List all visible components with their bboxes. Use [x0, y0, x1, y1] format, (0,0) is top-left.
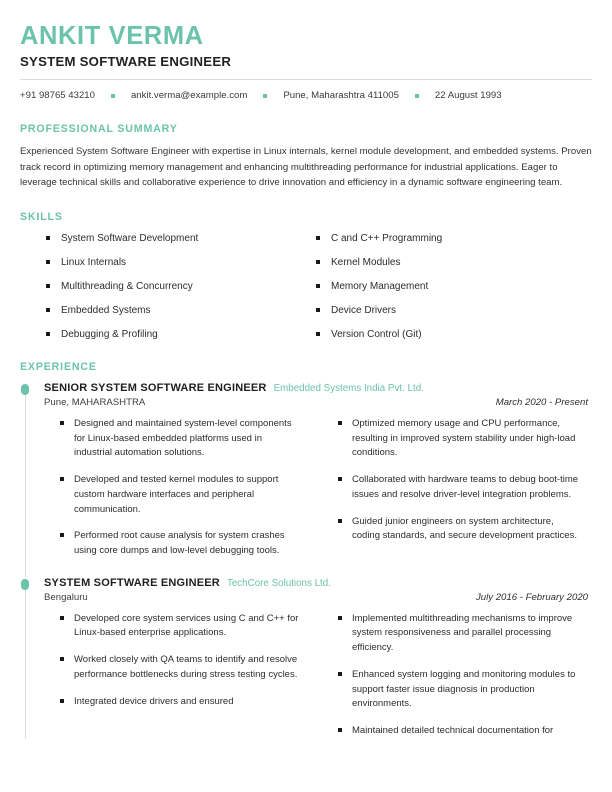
experience-bullets	[44, 612, 592, 739]
square-bullet-icon	[316, 284, 320, 288]
skill-item	[46, 304, 306, 317]
square-bullet-icon	[60, 699, 64, 703]
experience-meta	[44, 397, 592, 408]
experience-bullet	[338, 417, 584, 461]
square-bullet-icon	[60, 477, 64, 481]
section-title-summary: PROFESSIONAL SUMMARY	[20, 123, 178, 136]
timeline-marker-icon	[21, 579, 29, 590]
candidate-name: ANKIT VERMA	[20, 22, 204, 50]
skill-item	[316, 328, 592, 341]
experience-role: SENIOR SYSTEM SOFTWARE ENGINEER	[44, 381, 267, 394]
contact-item: Pune, Maharashtra 411005	[283, 90, 399, 102]
contact-item: 22 August 1993	[434, 90, 502, 102]
contact-separator-dot	[415, 94, 419, 98]
experience-company: TechCore Solutions Ltd.	[226, 577, 331, 589]
square-bullet-icon	[338, 672, 342, 676]
experience-bullet-text: Integrated device drivers and ensured	[74, 695, 234, 707]
square-bullet-icon	[60, 533, 64, 537]
experience-bullet-text: Developed and tested kernel modules to support custom hardware interfaces and peripheral communication.	[74, 474, 279, 515]
skill-label: C and C++ Programming	[331, 232, 443, 244]
square-bullet-icon	[46, 260, 50, 264]
bullets-column	[60, 612, 326, 739]
square-bullet-icon	[46, 284, 50, 288]
experience-bullet	[60, 417, 302, 461]
skill-item	[316, 304, 592, 317]
experience-bullet-text: Worked closely with QA teams to identify and resolve performance bottlenecks during stress testing cycles.	[74, 654, 298, 680]
square-bullet-icon	[338, 421, 342, 425]
skill-item	[316, 280, 592, 293]
experience-bullet-text: Optimized memory usage and CPU performance, resulting in improved system stability under high-load conditions.	[352, 417, 576, 459]
experience-role: SYSTEM SOFTWARE ENGINEER	[44, 576, 220, 589]
experience-meta	[44, 592, 592, 603]
contact-separator-dot	[263, 94, 267, 98]
experience-heading	[44, 577, 592, 589]
resume-header	[18, 22, 594, 103]
experience-bullet	[338, 612, 584, 656]
experience-bullet	[60, 612, 302, 641]
skill-item	[46, 256, 306, 269]
contact-separator-dot	[111, 94, 115, 98]
experience-bullet-text: Performed root cause analysis for system crashes using core dumps and low-level debugging tools.	[74, 530, 285, 556]
bullets-column	[326, 612, 592, 739]
square-bullet-icon	[60, 616, 64, 620]
square-bullet-icon	[316, 236, 320, 240]
experience-entry	[20, 382, 592, 577]
experience-bullet-text: Developed core system services using C and C++ for Linux-based enterprise applications.	[74, 612, 299, 639]
square-bullet-icon	[46, 236, 50, 240]
skill-item	[46, 280, 306, 293]
square-bullet-icon	[60, 421, 64, 425]
skill-label: Version Control (Git)	[331, 328, 422, 340]
skill-label: Linux Internals	[61, 256, 127, 268]
experience-bullet	[338, 473, 584, 502]
experience-bullet	[60, 695, 302, 710]
timeline-marker-icon	[21, 384, 29, 395]
square-bullet-icon	[338, 728, 342, 732]
experience-list	[20, 382, 592, 739]
contact-row	[20, 90, 592, 103]
section-experience	[18, 361, 594, 739]
skill-item	[46, 328, 306, 341]
section-title-experience: EXPERIENCE	[20, 360, 97, 373]
experience-bullet	[60, 473, 302, 517]
experience-bullet	[338, 668, 584, 712]
experience-bullet	[60, 529, 302, 558]
timeline-line	[25, 387, 26, 577]
experience-company: Embedded Systems India Pvt. Ltd.	[273, 382, 424, 394]
experience-bullets	[44, 417, 592, 559]
skills-column-left	[20, 232, 306, 341]
bullets-column	[326, 417, 592, 559]
bullets-column	[60, 417, 326, 559]
square-bullet-icon	[316, 332, 320, 336]
experience-entry	[20, 577, 592, 739]
skill-item	[316, 256, 592, 269]
skill-item	[46, 232, 306, 245]
section-professional-summary	[18, 123, 594, 191]
section-title-skills: SKILLS	[20, 210, 63, 223]
experience-dates: July 2016 - February 2020	[476, 591, 588, 603]
square-bullet-icon	[338, 616, 342, 620]
experience-location: Bengaluru	[44, 591, 88, 603]
square-bullet-icon	[46, 308, 50, 312]
skill-label: Memory Management	[331, 280, 429, 292]
experience-heading	[44, 382, 592, 394]
experience-bullet-text: Designed and maintained system-level components for Linux-based embedded platforms used in industrial automation solutions.	[74, 417, 292, 459]
skill-item	[316, 232, 592, 245]
timeline-line	[25, 582, 26, 739]
experience-bullet-text: Implemented multithreading mechanisms to improve system responsiveness and parallel processing efficiency.	[352, 612, 573, 654]
experience-bullet	[338, 515, 584, 544]
experience-bullet-text: Enhanced system logging and monitoring modules to support faster issue diagnosis in production environments.	[352, 668, 576, 710]
header-divider	[20, 79, 592, 80]
square-bullet-icon	[316, 260, 320, 264]
experience-bullet	[60, 653, 302, 682]
experience-dates: March 2020 - Present	[495, 396, 588, 408]
experience-bullet-text: Guided junior engineers on system architecture, coding standards, and secure development practices.	[352, 515, 577, 542]
square-bullet-icon	[46, 332, 50, 336]
square-bullet-icon	[338, 477, 342, 481]
skills-column-right	[306, 232, 592, 341]
skill-label: Kernel Modules	[331, 256, 401, 268]
square-bullet-icon	[316, 308, 320, 312]
skill-label: Device Drivers	[331, 304, 397, 316]
section-skills	[18, 211, 594, 341]
square-bullet-icon	[338, 519, 342, 523]
experience-bullet	[338, 724, 584, 739]
skill-label: Embedded Systems	[61, 304, 151, 316]
experience-bullet-text: Collaborated with hardware teams to debug boot-time issues and resolve driver-level integration problems.	[352, 474, 579, 500]
contact-item: ankit.verma@example.com	[130, 90, 248, 102]
contact-item: +91 98765 43210	[20, 90, 95, 102]
square-bullet-icon	[60, 657, 64, 661]
skills-grid	[20, 232, 592, 341]
skill-label: System Software Development	[61, 232, 199, 244]
experience-location: Pune, MAHARASHTRA	[44, 396, 146, 408]
summary-paragraph: Experienced System Software Engineer with expertise in Linux internals, kernel module development, and embedded systems. Proven track record in optimizing memory management and enhancing multithreading performance for industrial applications. Eager to leverage technical skills and collaborative experience to drive innovation and efficiency in a dynamic software engineering team.	[20, 146, 592, 189]
candidate-job-title: SYSTEM SOFTWARE ENGINEER	[20, 54, 232, 70]
experience-bullet-text: Maintained detailed technical documentation for	[352, 724, 554, 736]
skill-label: Debugging & Profiling	[61, 328, 158, 340]
skill-label: Multithreading & Concurrency	[61, 280, 193, 292]
